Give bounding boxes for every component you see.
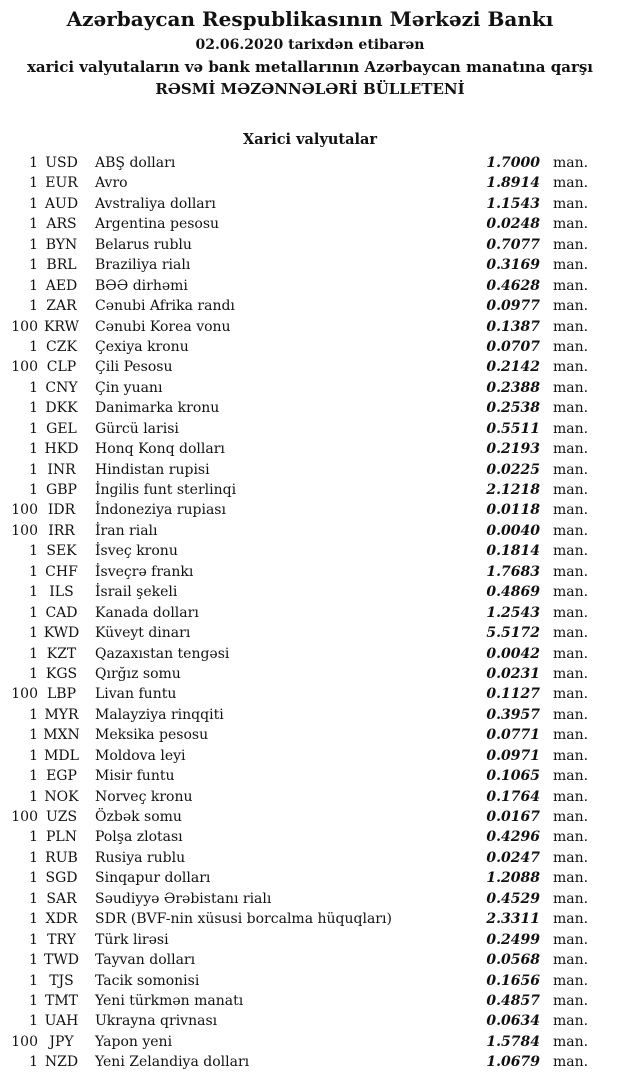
- currency-code-cell: IRR: [48, 522, 75, 539]
- rate-row: [0, 398, 595, 418]
- currency-code-cell: RUB: [45, 849, 78, 866]
- currency-code-cell: CZK: [46, 338, 77, 355]
- rate-value-cell: 0.4296: [486, 829, 540, 846]
- currency-code-cell: SGD: [45, 870, 78, 887]
- rate-row: [0, 521, 595, 541]
- currency-code-cell: CAD: [45, 604, 78, 621]
- quantity-cell: 1: [29, 931, 38, 948]
- quantity-cell: 100: [11, 318, 38, 335]
- rate-value-cell: 0.0167: [486, 809, 540, 825]
- unit-cell: man.: [553, 379, 589, 396]
- rate-value-cell: 1.8914: [486, 175, 540, 192]
- quantity-cell: 1: [29, 1013, 38, 1030]
- currency-code-cell: UZS: [45, 809, 78, 825]
- unit-cell: man.: [553, 829, 589, 846]
- rate-value-cell: 0.0568: [486, 952, 540, 969]
- currency-name-cell: Argentina pesosu: [95, 216, 220, 233]
- unit-cell: man.: [553, 604, 589, 621]
- currency-name-cell: Yeni türkmən manatı: [95, 992, 244, 1009]
- rate-row: [0, 868, 595, 888]
- unit-cell: man.: [553, 747, 589, 764]
- rate-row: [0, 439, 595, 459]
- rate-value-cell: 0.7077: [486, 236, 540, 253]
- rate-row: [0, 235, 595, 255]
- currency-code-cell: IDR: [47, 502, 76, 519]
- rate-value-cell: 1.2543: [486, 604, 540, 621]
- unit-cell: man.: [553, 665, 589, 682]
- bulletin-title: RƏSMİ MƏZƏNNƏLƏRİ BÜLLETENİ: [155, 80, 465, 98]
- currency-name-cell: İsveç kronu: [95, 543, 178, 560]
- currency-code-cell: GBP: [46, 482, 77, 498]
- rate-value-cell: 5.5172: [486, 625, 540, 642]
- rate-row: [0, 317, 595, 337]
- currency-name-cell: Kanada dolları: [95, 604, 199, 621]
- rate-value-cell: 0.4869: [486, 584, 540, 601]
- unit-cell: man.: [553, 768, 589, 785]
- currency-code-cell: KRW: [43, 318, 80, 335]
- unit-cell: man.: [553, 461, 589, 478]
- unit-cell: man.: [553, 298, 589, 315]
- unit-cell: man.: [553, 1054, 589, 1071]
- rate-row: [0, 848, 595, 868]
- currency-code-cell: EUR: [45, 175, 78, 192]
- quantity-cell: 100: [11, 502, 38, 519]
- quantity-cell: 1: [29, 175, 38, 192]
- currency-code-cell: JPY: [49, 1033, 74, 1050]
- quantity-cell: 1: [29, 727, 38, 744]
- rate-value-cell: 0.0634: [486, 1013, 540, 1030]
- rate-row: [0, 378, 595, 398]
- rate-row: [0, 1032, 595, 1052]
- currency-name-cell: Çin yuanı: [95, 379, 163, 396]
- currency-name-cell: Sinqapur dolları: [95, 870, 211, 887]
- currency-name-cell: Rusiya rublu: [95, 849, 186, 866]
- currency-name-cell: Danimarka kronu: [95, 400, 220, 417]
- quantity-cell: 100: [11, 686, 38, 703]
- currency-name-cell: Belarus rublu: [95, 236, 192, 253]
- currency-name-cell: Avro: [95, 175, 128, 192]
- currency-code-cell: KGS: [45, 665, 78, 682]
- currency-name-cell: Moldova leyi: [95, 747, 186, 764]
- unit-cell: man.: [553, 155, 589, 171]
- currency-code-cell: PLN: [46, 829, 77, 846]
- currency-code-cell: KWD: [43, 625, 80, 642]
- unit-cell: man.: [553, 236, 589, 253]
- rate-row: [0, 950, 595, 970]
- currency-name-cell: Özbək somu: [95, 809, 182, 825]
- quantity-cell: 1: [29, 788, 38, 805]
- quantity-cell: 1: [29, 257, 38, 274]
- quantity-cell: 1: [29, 645, 38, 662]
- currency-code-cell: MYR: [44, 706, 79, 723]
- currency-name-cell: Hindistan rupisi: [95, 461, 210, 478]
- currency-name-cell: Norveç kronu: [95, 788, 193, 805]
- currency-code-cell: BYN: [45, 236, 78, 253]
- quantity-cell: 1: [29, 1054, 38, 1071]
- rate-row: [0, 930, 595, 950]
- unit-cell: man.: [553, 502, 589, 519]
- quantity-cell: 1: [29, 992, 38, 1009]
- currency-code-cell: CHF: [45, 563, 78, 580]
- currency-code-cell: ZAR: [46, 298, 77, 315]
- unit-cell: man.: [553, 420, 589, 437]
- quantity-cell: 1: [29, 420, 38, 437]
- currency-code-cell: NOK: [44, 788, 79, 805]
- rate-value-cell: 1.7683: [486, 563, 540, 580]
- document-header: [0, 0, 620, 100]
- quantity-cell: 1: [29, 379, 38, 396]
- rate-value-cell: 0.3957: [486, 706, 540, 723]
- rate-row: [0, 582, 595, 602]
- currency-name-cell: Səudiyyə Ərəbistanı rialı: [95, 890, 272, 907]
- rate-value-cell: 0.4628: [486, 277, 540, 294]
- currency-name-cell: Çili Pesosu: [95, 359, 173, 376]
- section-title-foreign-currencies: Xarici valyutalar: [242, 131, 378, 148]
- currency-code-cell: SAR: [46, 890, 77, 907]
- unit-cell: man.: [553, 706, 589, 723]
- unit-cell: man.: [553, 1033, 589, 1050]
- rate-value-cell: 1.5784: [486, 1033, 540, 1050]
- currency-name-cell: Tacik somonisi: [95, 972, 200, 989]
- rate-row: [0, 153, 595, 173]
- rate-value-cell: 0.4857: [486, 992, 540, 1009]
- rate-row: [0, 971, 595, 991]
- currency-code-cell: MXN: [43, 727, 80, 744]
- unit-cell: man.: [553, 972, 589, 989]
- quantity-cell: 1: [29, 461, 38, 478]
- rate-value-cell: 2.1218: [486, 482, 540, 498]
- currency-code-cell: NZD: [44, 1054, 79, 1071]
- rate-value-cell: 0.1127: [486, 686, 540, 703]
- rate-row: [0, 644, 595, 664]
- rate-value-cell: 0.2388: [486, 379, 540, 396]
- quantity-cell: 1: [29, 890, 38, 907]
- quantity-cell: 1: [29, 400, 38, 417]
- unit-cell: man.: [553, 911, 589, 928]
- currency-name-cell: Gürcü larisi: [95, 420, 179, 437]
- currency-name-cell: Türk lirəsi: [95, 931, 169, 948]
- rate-row: [0, 991, 595, 1011]
- unit-cell: man.: [553, 727, 589, 744]
- currency-code-cell: TRY: [47, 931, 76, 948]
- rates-table-body: [0, 153, 620, 1073]
- currency-code-cell: AUD: [44, 195, 79, 212]
- currency-code-cell: EGP: [46, 768, 77, 785]
- rate-value-cell: 0.0248: [486, 216, 540, 233]
- rate-row: [0, 255, 595, 275]
- quantity-cell: 100: [11, 809, 38, 825]
- rate-row: [0, 827, 595, 847]
- currency-name-cell: Polşa zlotası: [95, 829, 183, 846]
- rate-value-cell: 0.0225: [486, 461, 540, 478]
- rate-value-cell: 0.1656: [486, 972, 540, 989]
- rate-row: [0, 214, 595, 234]
- currency-code-cell: BRL: [46, 257, 77, 274]
- effective-date-line: 02.06.2020 tarixdən etibarən: [195, 37, 425, 53]
- currency-name-cell: Çexiya kronu: [95, 338, 189, 355]
- rate-row: [0, 684, 595, 704]
- currency-code-cell: TWD: [44, 952, 79, 969]
- currency-code-cell: HKD: [44, 441, 79, 458]
- unit-cell: man.: [553, 625, 589, 642]
- quantity-cell: 1: [29, 972, 38, 989]
- rate-row: [0, 725, 595, 745]
- rate-row: [0, 460, 595, 480]
- quantity-cell: 1: [29, 543, 38, 560]
- quantity-cell: 1: [29, 747, 38, 764]
- rate-row: [0, 766, 595, 786]
- rate-value-cell: 0.4529: [486, 890, 540, 907]
- unit-cell: man.: [553, 809, 589, 825]
- rate-value-cell: 0.0231: [486, 665, 540, 682]
- currency-name-cell: Braziliya rialı: [95, 257, 191, 274]
- currency-name-cell: ABŞ dolları: [95, 155, 176, 171]
- currency-name-cell: Meksika pesosu: [95, 727, 209, 744]
- unit-cell: man.: [553, 1013, 589, 1030]
- currency-name-cell: Küveyt dinarı: [95, 625, 191, 642]
- currency-code-cell: USD: [45, 155, 78, 171]
- currency-name-cell: Tayvan dolları: [95, 952, 196, 969]
- quantity-cell: 1: [29, 706, 38, 723]
- currency-code-cell: XDR: [45, 911, 78, 928]
- rate-row: [0, 1052, 595, 1072]
- quantity-cell: 1: [29, 665, 38, 682]
- currency-name-cell: Cənubi Afrika randı: [95, 298, 235, 315]
- unit-cell: man.: [553, 870, 589, 887]
- rate-value-cell: 0.0977: [486, 298, 540, 315]
- rate-row: [0, 562, 595, 582]
- rate-row: [0, 541, 595, 561]
- quantity-cell: 1: [29, 216, 38, 233]
- rate-row: [0, 500, 595, 520]
- rate-row: [0, 357, 595, 377]
- unit-cell: man.: [553, 849, 589, 866]
- rate-value-cell: 0.0971: [486, 747, 540, 764]
- rate-value-cell: 0.0042: [486, 645, 540, 662]
- rate-value-cell: 0.2538: [486, 400, 540, 417]
- currency-name-cell: Ukrayna qrivnası: [95, 1013, 218, 1030]
- currency-name-cell: Honq Konq dolları: [95, 441, 225, 458]
- unit-cell: man.: [553, 931, 589, 948]
- rate-value-cell: 1.2088: [486, 870, 540, 887]
- currency-name-cell: İsveçrə frankı: [95, 563, 194, 580]
- quantity-cell: 1: [29, 625, 38, 642]
- quantity-cell: 1: [29, 952, 38, 969]
- unit-cell: man.: [553, 175, 589, 192]
- rate-row: [0, 173, 595, 193]
- unit-cell: man.: [553, 522, 589, 539]
- unit-cell: man.: [553, 788, 589, 805]
- rate-value-cell: 0.3169: [486, 257, 540, 274]
- currency-code-cell: SEK: [46, 543, 77, 560]
- currency-code-cell: DKK: [45, 400, 78, 417]
- unit-cell: man.: [553, 359, 589, 376]
- rate-value-cell: 0.0040: [486, 522, 540, 539]
- rate-row: [0, 623, 595, 643]
- unit-cell: man.: [553, 441, 589, 458]
- currency-code-cell: CNY: [45, 379, 78, 396]
- unit-cell: man.: [553, 216, 589, 233]
- unit-cell: man.: [553, 277, 589, 294]
- quantity-cell: 1: [29, 849, 38, 866]
- currency-code-cell: KZT: [46, 645, 77, 662]
- quantity-cell: 100: [11, 1033, 38, 1050]
- currency-code-cell: GEL: [46, 420, 77, 437]
- rate-row: [0, 909, 595, 929]
- quantity-cell: 100: [11, 359, 38, 376]
- rate-value-cell: 0.1764: [486, 788, 540, 805]
- quantity-cell: 1: [29, 482, 38, 498]
- rate-row: [0, 194, 595, 214]
- rate-row: [0, 1011, 595, 1031]
- currency-code-cell: TMT: [44, 992, 78, 1009]
- rate-value-cell: 0.0707: [486, 338, 540, 355]
- unit-cell: man.: [553, 563, 589, 580]
- rate-row: [0, 807, 595, 827]
- quantity-cell: 1: [29, 298, 38, 315]
- rate-value-cell: 1.0679: [486, 1054, 540, 1071]
- quantity-cell: 1: [29, 870, 38, 887]
- rate-row: [0, 746, 595, 766]
- rate-row: [0, 787, 595, 807]
- unit-cell: man.: [553, 318, 589, 335]
- unit-cell: man.: [553, 543, 589, 560]
- currency-code-cell: MDL: [44, 747, 79, 764]
- rate-row: [0, 705, 595, 725]
- currency-name-cell: Yeni Zelandiya dolları: [95, 1054, 250, 1071]
- rate-row: [0, 603, 595, 623]
- quantity-cell: 1: [29, 155, 38, 171]
- rate-row: [0, 419, 595, 439]
- quantity-cell: 1: [29, 441, 38, 458]
- unit-cell: man.: [553, 584, 589, 601]
- currency-code-cell: ARS: [46, 216, 77, 233]
- quantity-cell: 1: [29, 236, 38, 253]
- unit-cell: man.: [553, 195, 589, 212]
- unit-cell: man.: [553, 992, 589, 1009]
- rate-row: [0, 889, 595, 909]
- quantity-cell: 100: [11, 522, 38, 539]
- currency-name-cell: İsrail şekeli: [95, 584, 178, 601]
- rate-value-cell: 0.2499: [486, 931, 540, 948]
- quantity-cell: 1: [29, 768, 38, 785]
- quantity-cell: 1: [29, 277, 38, 294]
- rate-value-cell: 0.0771: [486, 727, 540, 744]
- currency-name-cell: İran rialı: [95, 522, 158, 539]
- unit-cell: man.: [553, 257, 589, 274]
- unit-cell: man.: [553, 952, 589, 969]
- currency-name-cell: Qırğız somu: [95, 665, 181, 682]
- currency-name-cell: İndoneziya rupiası: [95, 502, 226, 519]
- rate-row: [0, 480, 595, 500]
- rate-row: [0, 296, 595, 316]
- quantity-cell: 1: [29, 829, 38, 846]
- bank-title: Azərbaycan Respublikasının Mərkəzi Bankı: [66, 7, 554, 31]
- currency-code-cell: TJS: [49, 972, 74, 989]
- rate-row: [0, 276, 595, 296]
- rate-value-cell: 0.2193: [486, 441, 540, 458]
- quantity-cell: 1: [29, 195, 38, 212]
- currency-name-cell: Avstraliya dolları: [95, 195, 216, 212]
- unit-cell: man.: [553, 482, 589, 498]
- currency-name-cell: Qazaxıstan tengəsi: [95, 645, 230, 662]
- rate-row: [0, 664, 595, 684]
- currency-name-cell: SDR (BVF-nin xüsusi borcalma hüquqları): [95, 911, 392, 928]
- currency-code-cell: LBP: [46, 686, 76, 703]
- currency-code-cell: ILS: [49, 584, 74, 601]
- currency-name-cell: Malayziya rinqqiti: [95, 706, 224, 723]
- currency-name-cell: Misir funtu: [95, 768, 175, 785]
- rate-value-cell: 2.3311: [486, 911, 540, 928]
- currency-code-cell: UAH: [44, 1013, 79, 1030]
- quantity-cell: 1: [29, 563, 38, 580]
- unit-cell: man.: [553, 890, 589, 907]
- quantity-cell: 1: [29, 584, 38, 601]
- rate-value-cell: 1.1543: [486, 195, 540, 212]
- unit-cell: man.: [553, 400, 589, 417]
- quantity-cell: 1: [29, 911, 38, 928]
- rate-value-cell: 0.1814: [486, 543, 540, 560]
- currency-code-cell: CLP: [46, 359, 77, 376]
- rate-value-cell: 0.0118: [486, 502, 540, 519]
- unit-cell: man.: [553, 338, 589, 355]
- rate-value-cell: 0.0247: [486, 849, 540, 866]
- currency-name-cell: Cənubi Korea vonu: [95, 318, 231, 335]
- rate-value-cell: 0.1387: [486, 318, 540, 335]
- currency-name-cell: Yapon yeni: [95, 1033, 173, 1050]
- rate-value-cell: 0.1065: [486, 768, 540, 785]
- rate-value-cell: 1.7000: [486, 155, 540, 171]
- currency-code-cell: INR: [47, 461, 76, 478]
- unit-cell: man.: [553, 686, 589, 703]
- rate-value-cell: 0.5511: [486, 420, 540, 437]
- document-subtitle: xarici valyutaların və bank metallarının Azərbaycan manatına qarşı: [26, 58, 594, 76]
- rate-row: [0, 337, 595, 357]
- unit-cell: man.: [553, 645, 589, 662]
- rate-value-cell: 0.2142: [486, 359, 540, 376]
- currency-code-cell: AED: [45, 277, 78, 294]
- currency-name-cell: BƏƏ dirhəmi: [95, 277, 188, 294]
- quantity-cell: 1: [29, 604, 38, 621]
- currency-name-cell: Livan funtu: [95, 686, 177, 703]
- quantity-cell: 1: [29, 338, 38, 355]
- currency-name-cell: İngilis funt sterlinqi: [95, 482, 237, 498]
